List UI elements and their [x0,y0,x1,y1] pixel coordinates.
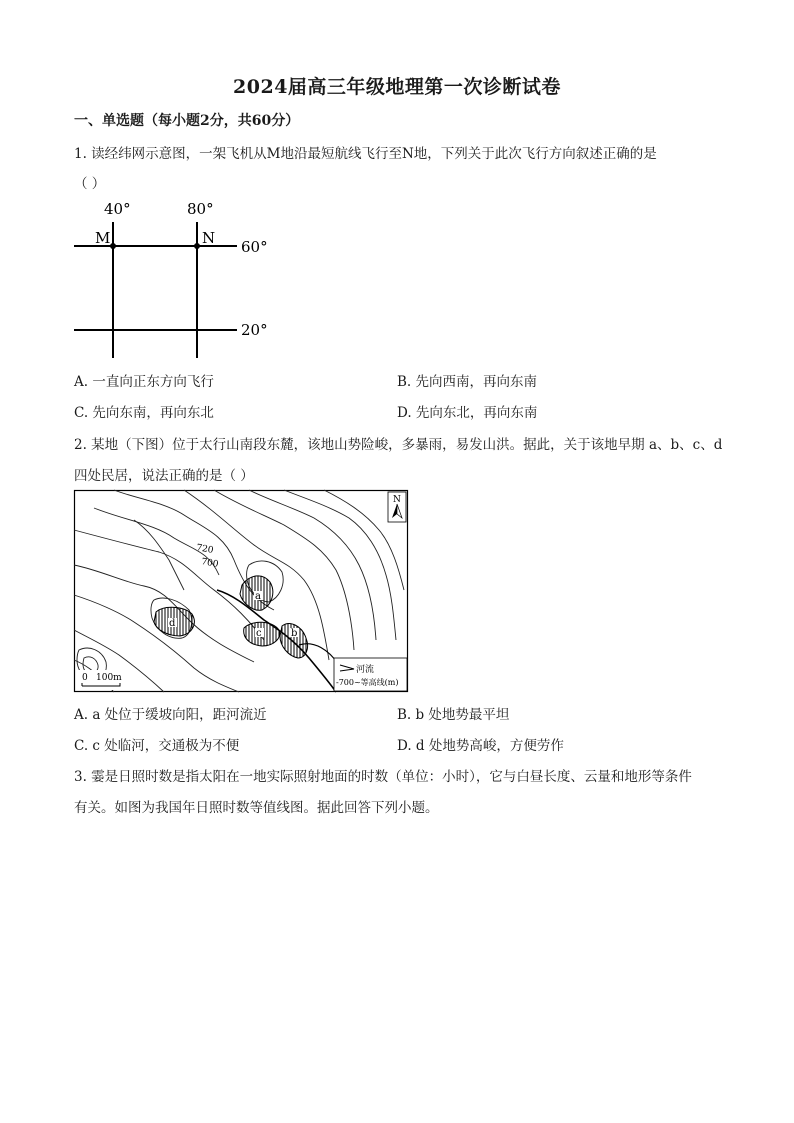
point-n-label: N [202,229,216,247]
q2-stem-line1: 2. 某地（下图）位于太行山南段东麓，该地山势险峻，多暴雨，易发山洪。据此，关于该地早期 a、b、c、d [74,437,723,453]
lat-label-60: 60° [241,238,268,256]
legend-contour-label: -700~等高线(m) [336,678,399,687]
q3-stem-line2: 有关。如图为我国年日照时数等值线图。据此回答下列小题。 [74,800,439,816]
point-n-marker [194,243,200,249]
north-label: N [393,495,401,505]
scale-100m-label: 100m [96,673,122,683]
section-heading: 一、单选题（每小题2分，共60分） [74,113,300,129]
lon-label-80: 80° [187,200,214,218]
scale-zero-label: 0 [82,673,88,683]
site-b-label: b [291,628,298,639]
q1-graticule-figure [74,198,274,360]
scale-bar [78,670,126,690]
point-m-label: M [95,229,111,247]
legend-river-label: 河流 [356,665,375,675]
contour-label-720: 720 [195,543,215,556]
q2-option-d[interactable]: D. d 处地势高峻，方便劳作 [397,738,564,754]
site-c-label: c [256,628,262,639]
q1-stem-line1: 1. 读经纬网示意图，一架飞机从M地沿最短航线飞行至N地，下列关于此次飞行方向叙述正确的是 [74,146,657,162]
north-arrow-icon [388,492,406,522]
q1-option-d[interactable]: D. 先向东北，再向东南 [397,405,538,421]
q2-option-a[interactable]: A. a 处位于缓坡向阳，距河流近 [74,707,267,723]
q1-option-a[interactable]: A. 一直向正东方向飞行 [74,374,214,390]
q1-option-b[interactable]: B. 先向西南，再向东南 [397,374,538,390]
point-m-marker [110,243,116,249]
q2-option-b[interactable]: B. b 处地势最平坦 [397,707,510,723]
q3-stem-line1: 3. 霎是日照时数是指太阳在一地实际照射地面的时数（单位：小时），它与白昼长度、云量和地形等条件 [74,769,692,785]
q2-contour-map-figure [74,490,408,692]
map-legend [334,658,407,691]
page-title: 2024届高三年级地理第一次诊断试卷 [233,76,561,98]
lon-label-40: 40° [104,200,131,218]
site-d-label: d [169,618,176,629]
q2-option-c[interactable]: C. c 处临河，交通极为不便 [74,738,240,754]
q2-stem-line2: 四处民居，说法正确的是（ ） [74,468,254,484]
contour-label-700: 700 [200,557,220,570]
lat-label-20: 20° [241,321,268,339]
site-a-label: a [255,591,261,602]
q1-stem-line2: （ ） [74,176,106,192]
q1-option-c[interactable]: C. 先向东南，再向东北 [74,405,214,421]
